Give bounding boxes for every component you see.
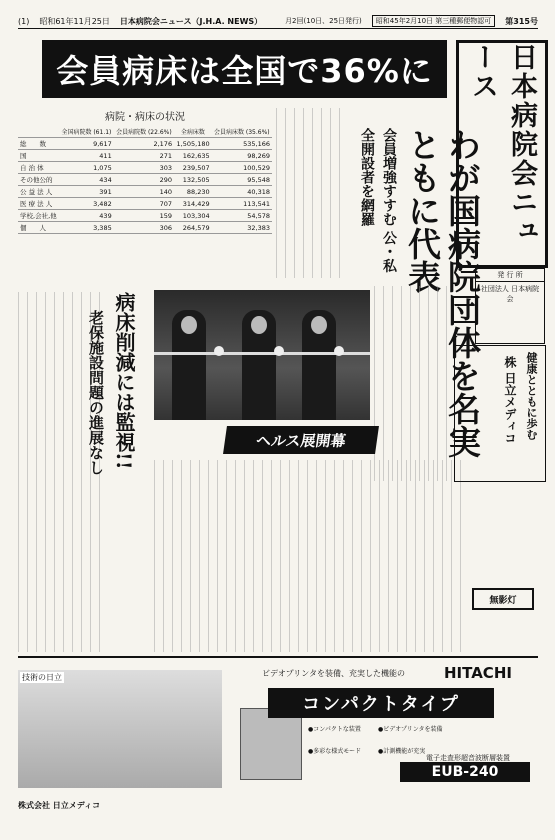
table-cell: 54,578 (212, 210, 272, 222)
table-cell: 303 (114, 162, 174, 174)
person (242, 310, 276, 420)
table-cell: 411 (59, 150, 114, 162)
article-text-right (374, 286, 450, 481)
table-cell: 391 (59, 186, 114, 198)
publisher-heading: 発 行 所 (476, 269, 544, 282)
table-cell: 271 (114, 150, 174, 162)
ultrasound-machine-image (240, 708, 302, 780)
table-cell: 535,166 (212, 138, 272, 150)
side-ad (454, 345, 546, 482)
table-cell: 3,482 (59, 198, 114, 210)
table-cell: 32,383 (212, 222, 272, 234)
table-cell: 290 (114, 174, 174, 186)
table-row (18, 162, 272, 174)
table-cell: 95,548 (212, 174, 272, 186)
table-cell: 40,318 (212, 186, 272, 198)
table-cell: その他公的 (18, 174, 59, 186)
table-cell: 439 (59, 210, 114, 222)
top-banner: 会員病床は全国で36%に (42, 40, 447, 98)
feature: ●計測機能が充実 (378, 748, 426, 755)
table-cell: 個 人 (18, 222, 59, 234)
table-caption: 病院・病床の状況 (105, 112, 185, 123)
ad-model: EUB-240 (400, 762, 530, 782)
masthead-title: 日本病院会ニュース (467, 43, 537, 246)
table-cell: 2,176 (114, 138, 174, 150)
bed-headline: 病床削減には監視!! (112, 292, 136, 470)
table-cell: 264,579 (174, 222, 212, 234)
page-header (18, 14, 538, 29)
article-text-bottom (154, 460, 464, 652)
article-text-top (276, 108, 348, 278)
table-cell: 医 療 法 人 (18, 198, 59, 210)
feature: ●ビデオプリンタを装備 (378, 726, 443, 733)
table-cell: 自 治 体 (18, 162, 59, 174)
table-cell: 98,269 (212, 150, 272, 162)
table-cell: 434 (59, 174, 114, 186)
table-cell: 1,075 (59, 162, 114, 174)
ad-features-right (378, 726, 498, 756)
paper-name: 日本病院会ニュース（J.H.A. NEWS） (119, 16, 263, 26)
advertisement (18, 656, 538, 828)
bed-subheadline: 老保施設問題の進展なし (87, 310, 105, 475)
issue-date: 昭和61年11月25日 (39, 16, 110, 26)
main-headline: わが国病院団体を名実ともに代表 (403, 128, 482, 458)
table-cell: 9,617 (59, 138, 114, 150)
table-cell: 国 (18, 150, 59, 162)
table-cell: 306 (114, 222, 174, 234)
table-cell: 239,507 (174, 162, 212, 174)
table-row (18, 198, 272, 210)
table-header (18, 126, 59, 138)
ad-label: 技術の日立 (22, 673, 62, 682)
table-cell: 314,429 (174, 198, 212, 210)
hitachi-logo: HITACHI (444, 664, 512, 682)
registration: 昭和45年2月10日 第三種郵便物認可 (372, 15, 496, 27)
side-ad-slogan: 健康とともに歩む (525, 352, 538, 440)
table-cell: 159 (114, 210, 174, 222)
table-cell: 162,635 (174, 150, 212, 162)
table-row (18, 186, 272, 198)
person (172, 310, 206, 420)
table-cell: 707 (114, 198, 174, 210)
table-cell: 132,505 (174, 174, 212, 186)
ad-photo (18, 670, 222, 788)
table-cell: 100,529 (212, 162, 272, 174)
table-cell: 3,385 (59, 222, 114, 234)
table-row (18, 138, 272, 150)
page-number: (1) (18, 16, 30, 26)
table-row (18, 174, 272, 186)
issue-number: 第315号 (505, 16, 538, 26)
table-cell: 113,541 (212, 198, 272, 210)
table-cell: 公 益 法 人 (18, 186, 59, 198)
ribbon-flower (214, 346, 224, 356)
ceremony-photo (154, 290, 370, 420)
table-cell: 学校,会社,他 (18, 210, 59, 222)
ad-subtitle: 電子走査形超音波断層装置 (426, 754, 510, 762)
feature: ●コンパクトな装置 (308, 726, 361, 733)
sub-headline: 会員増強すすむ 公・私全開設者を網羅 (359, 128, 397, 273)
table-header: 会員病院数 (22.6%) (114, 126, 174, 138)
feature: ●多彩な様式モード (308, 748, 361, 755)
ad-title: コンパクトタイプ (268, 688, 494, 718)
table-header: 全病床数 (174, 126, 212, 138)
ribbon-flower (274, 346, 284, 356)
ad-topline: ビデオプリンタを装備、充実した機能の (262, 669, 405, 678)
column-label: 無影灯 (472, 588, 534, 610)
table-row (18, 210, 272, 222)
ribbon-flower (334, 346, 344, 356)
stats-table-block (18, 108, 272, 280)
table-header: 全国病院数 (61.1) (59, 126, 114, 138)
table-cell: 88,230 (174, 186, 212, 198)
person (302, 310, 336, 420)
table-cell: 103,304 (174, 210, 212, 222)
table-row (18, 150, 272, 162)
table-cell: 140 (114, 186, 174, 198)
table-cell: 総 数 (18, 138, 59, 150)
table-cell: 1,505,180 (174, 138, 212, 150)
photo-caption: ヘルス展開幕 (223, 426, 379, 454)
stats-table (18, 126, 272, 234)
table-header: 会員病床数 (35.6%) (212, 126, 272, 138)
publisher-box (475, 268, 545, 344)
side-ad-company: 株 日立メディコ (503, 356, 517, 445)
table-row (18, 222, 272, 234)
publisher-name: 社団法人 日本病院会 (480, 285, 540, 303)
ad-company: 株式会社 日立メディコ (18, 801, 101, 810)
issue-info: 月2回(10日、25日発行) (285, 17, 362, 25)
